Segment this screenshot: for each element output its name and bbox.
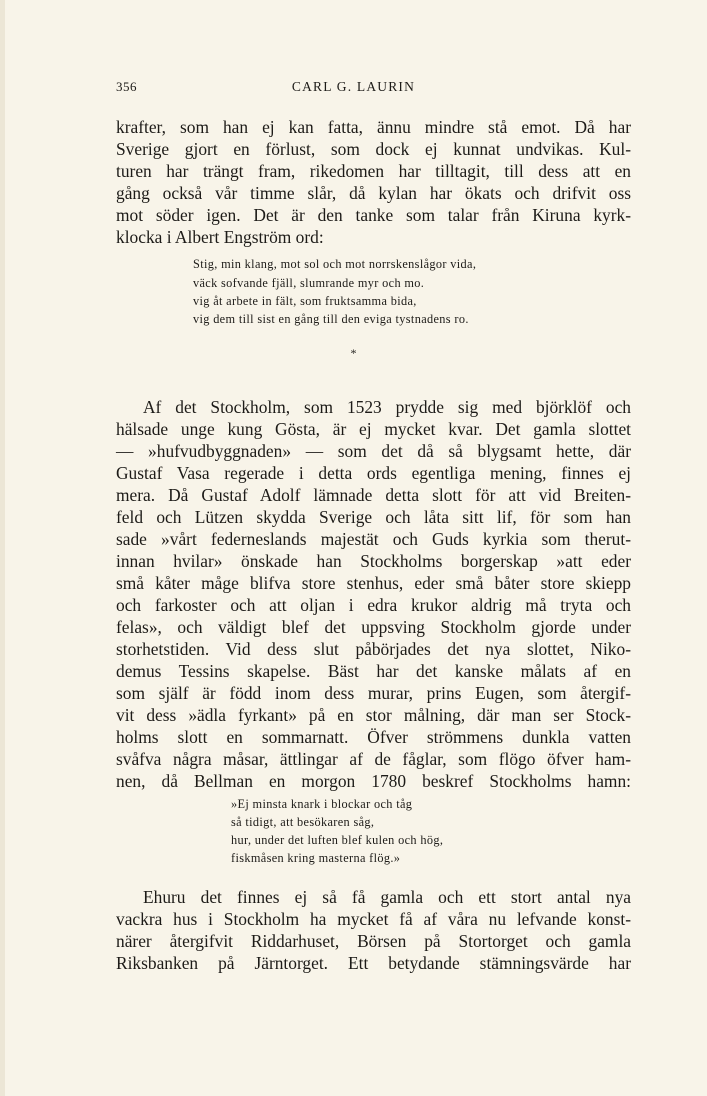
- text-line: felas», och väldigt blef det uppsving Stockholm gjorde under: [116, 617, 631, 637]
- text-line: storhetstiden. Vid dess slut påbörjades det nya slottet, Niko-: [116, 639, 631, 659]
- verse-line: fiskmåsen kring masterna flög.»: [231, 851, 401, 865]
- text-line: turen har trängt fram, rikedomen har tilltagit, till dess att en: [116, 161, 631, 181]
- section-separator: *: [350, 346, 357, 360]
- text-line: klocka i Albert Engström ord:: [116, 227, 324, 247]
- text-line: feld och Lützen skydda Sverige och låta sitt lif, för som han: [116, 507, 631, 527]
- verse-line: Stig, min klang, mot sol och mot norrskenslågor vida,: [193, 257, 477, 271]
- text-line: innan hvilar» önskade han Stockholms borgerskap »att eder: [116, 551, 631, 571]
- text-line: nen, då Bellman en morgon 1780 beskref Stockholms hamn:: [116, 771, 631, 791]
- text-line: svåfva några måsar, ättlingar af de fåglar, som flögo öfver ham-: [116, 749, 631, 769]
- running-head: CARL G. LAURIN: [291, 79, 416, 94]
- verse-line: vig dem till sist en gång till den eviga tystnadens ro.: [193, 312, 469, 326]
- page-number: 356: [116, 79, 137, 94]
- text-line: vit dess »ädla fyrkant» på en stor målning, där man ser Stock-: [116, 705, 631, 725]
- text-line: och farkoster och att oljan i edra krukor aldrig må tryta och: [116, 595, 631, 615]
- text-line: Gustaf Vasa regerade i detta ords egentliga mening, finnes ej: [116, 463, 631, 483]
- text-line: — »hufvudbyggnaden» — som det då så blygsamt hette, där: [116, 441, 631, 461]
- text-line: Af det Stockholm, som 1523 prydde sig med björklöf och: [143, 397, 631, 417]
- text-line: Sverige gjort en förlust, som dock ej kunnat undvikas. Kul-: [116, 139, 631, 159]
- text-line: demus Tessins skapelse. Bäst har det kanske målats af en: [116, 661, 631, 681]
- text-line: som själf är född inom dess murar, prins Eugen, som återgif-: [116, 683, 631, 703]
- text-line: Ehuru det finnes ej så få gamla och ett stort antal nya: [143, 887, 631, 907]
- text-line: holms slott en sommarnatt. Öfver strömmens dunkla vatten: [116, 727, 631, 747]
- text-line: närer återgifvit Riddarhuset, Börsen på Stortorget och gamla: [116, 931, 631, 951]
- verse-line: väck sofvande fjäll, slumrande myr och mo.: [193, 276, 425, 290]
- text-line: Riksbanken på Järntorget. Ett betydande stämningsvärde har: [116, 953, 631, 973]
- text-line: små kåter måge blifva store stenhus, eder små båter store skiepp: [116, 573, 631, 593]
- text-line: sade »vårt federneslands majestät och Guds kyrkia som therut-: [116, 529, 631, 549]
- verse-line: »Ej minsta knark i blockar och tåg: [231, 797, 413, 811]
- text-line: mot söder igen. Det är den tanke som talar från Kiruna kyrk-: [116, 205, 631, 225]
- verse-line: så tidigt, att besökaren såg,: [231, 815, 375, 829]
- verse-line: vig åt arbete in fält, som fruktsamma bida,: [193, 294, 417, 308]
- text-line: hälsade unge kung Gösta, är ej mycket kvar. Det gamla slottet: [116, 419, 631, 439]
- text-line: vackra hus i Stockholm ha mycket få af våra nu lefvande konst-: [116, 909, 631, 929]
- page-edge: [0, 0, 5, 1096]
- text-line: krafter, som han ej kan fatta, ännu mindre stå emot. Då har: [116, 117, 631, 137]
- text-line: gång också vår timme slår, då kylan har ökats och drifvit oss: [116, 183, 631, 203]
- verse-line: hur, under det luften blef kulen och hög,: [231, 833, 444, 847]
- text-line: mera. Då Gustaf Adolf lämnade detta slott för att vid Breiten-: [116, 485, 631, 505]
